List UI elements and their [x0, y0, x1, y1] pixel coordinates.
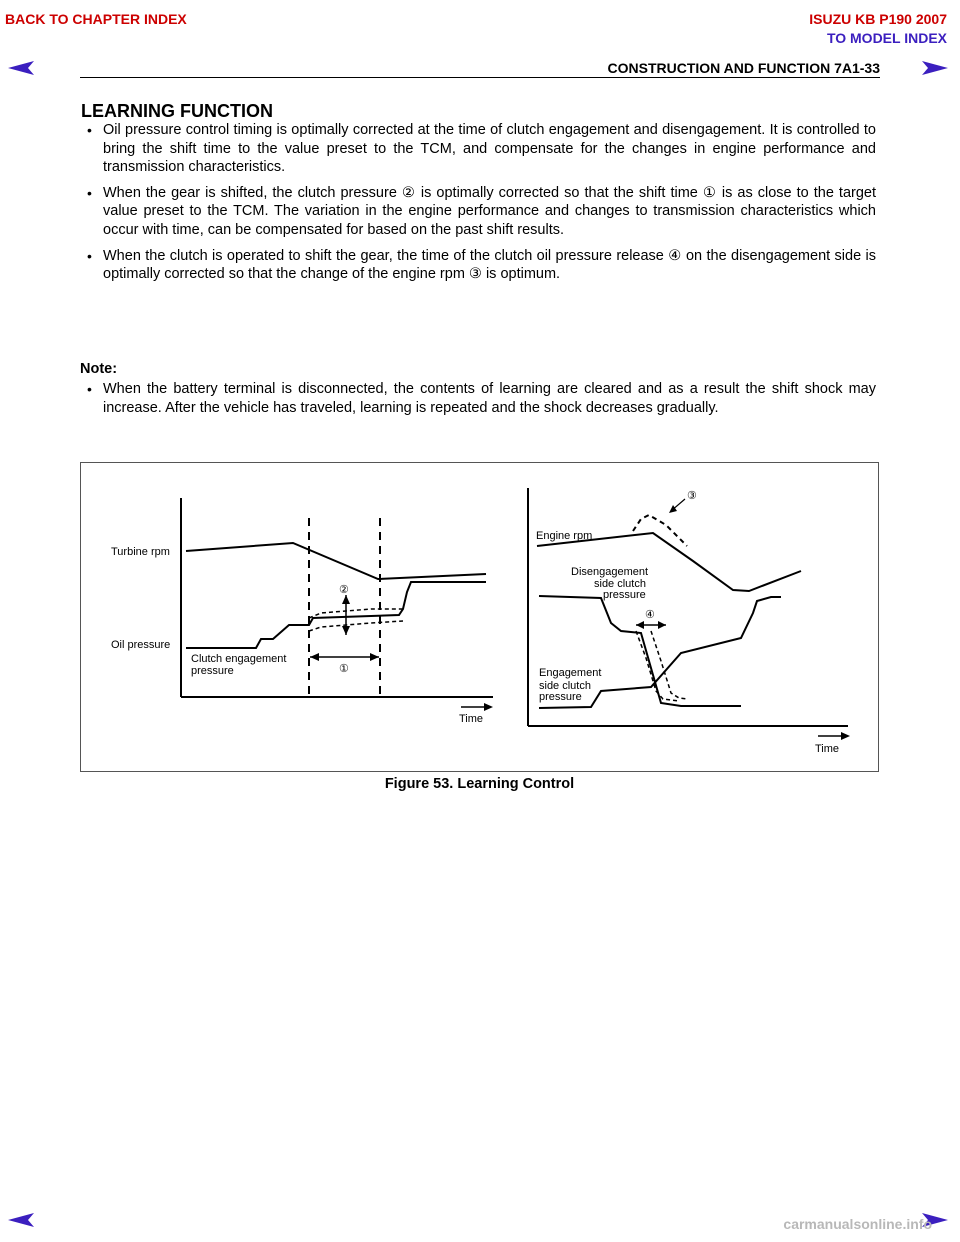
bullet-text: When the clutch is operated to shift the gear, the time of the clutch oil pressure release ④ on the disengagement side is optimally corrected so that the change of the engine rpm ③ is optimum.: [103, 247, 876, 283]
bullet-dot: •: [87, 184, 92, 201]
note-title: Note:: [80, 361, 118, 377]
engagement-label-line3: pressure: [539, 691, 582, 703]
clutch-pressure-curve: [186, 582, 486, 648]
previous-page-arrow-icon[interactable]: [6, 1210, 36, 1230]
engagement-label-line1: Engagement: [539, 667, 602, 679]
arrowhead: [342, 626, 350, 635]
learning-control-figure: [80, 462, 879, 772]
bullet-dot: •: [87, 122, 92, 138]
marker-2-label: ②: [339, 584, 349, 596]
header-rule: [80, 77, 880, 78]
learning-control-diagram: [81, 463, 880, 773]
bullet-item: [80, 247, 876, 284]
model-title: ISUZU KB P190 2007: [809, 11, 947, 27]
bullet-item: [80, 121, 876, 177]
previous-page-arrow-icon[interactable]: [6, 58, 36, 78]
bullet-dot: •: [87, 381, 92, 397]
arrowhead: [370, 653, 379, 661]
disengagement-label-line2: side clutch: [594, 578, 646, 590]
bullet-text: When the gear is shifted, the clutch pressure ② is optimally corrected so that the shift time ① is as close to the target value preset to the TCM. The variation in the engine performance and changes to transmission characteristics which occur with time, can be compensated for based on the past shift results.: [103, 184, 876, 238]
oil-pressure-label: Oil pressure: [111, 639, 171, 651]
engagement-label-line2: side clutch: [539, 680, 591, 692]
engine-rpm-dashed-curve: [633, 515, 687, 546]
arrowhead: [658, 621, 666, 629]
clutch-engagement-label-line1: Clutch engagement: [191, 653, 287, 665]
running-header: CONSTRUCTION AND FUNCTION 7A1-33: [607, 60, 880, 76]
marker-1-label: ①: [339, 663, 349, 675]
bullet-item: [80, 184, 876, 240]
arrowhead: [310, 653, 319, 661]
clutch-engagement-label-line2: pressure: [191, 665, 234, 677]
marker-3-label: ③: [687, 490, 697, 502]
turbine-rpm-curve: [186, 543, 486, 579]
next-page-arrow-icon[interactable]: [920, 58, 950, 78]
watermark: carmanualsonline.info: [783, 1216, 932, 1232]
note-bullets: [80, 380, 876, 424]
arrowhead: [636, 621, 644, 629]
figure-caption: Figure 53. Learning Control: [384, 776, 575, 792]
left-time-label: Time: [459, 713, 484, 725]
arrowhead: [841, 732, 850, 740]
learning-function-bullets: [80, 121, 876, 291]
bullet-dot: •: [87, 247, 92, 264]
note-bullet-text: When the battery terminal is disconnected, the contents of learning are cleared and as a result the shift shock may increase. After the vehicle has traveled, learning is repeated and the shock decreases gradually.: [103, 381, 876, 416]
section-title: LEARNING FUNCTION: [81, 101, 273, 121]
arrowhead: [342, 595, 350, 604]
clutch-pressure-lower-dashed: [309, 621, 403, 631]
turbine-rpm-label: Turbine rpm: [111, 546, 170, 558]
arrowhead: [484, 703, 493, 711]
marker-4-label: ④: [645, 609, 655, 621]
back-to-chapter-index-link[interactable]: BACK TO CHAPTER INDEX: [5, 11, 187, 27]
engine-rpm-label: Engine rpm: [536, 530, 593, 542]
note-bullet-item: [80, 380, 876, 417]
bullet-text: Oil pressure control timing is optimally corrected at the time of clutch engagement and disengagement. It is controlled to bring the shift time to the value preset to the TCM, and compensate for the changes in engine performance and transmission characteristics.: [103, 122, 876, 176]
right-time-label: Time: [815, 743, 840, 755]
to-model-index-link[interactable]: TO MODEL INDEX: [826, 30, 947, 46]
disengagement-label-line1: Disengagement: [571, 566, 649, 578]
disengagement-label-line3: pressure: [603, 589, 646, 601]
